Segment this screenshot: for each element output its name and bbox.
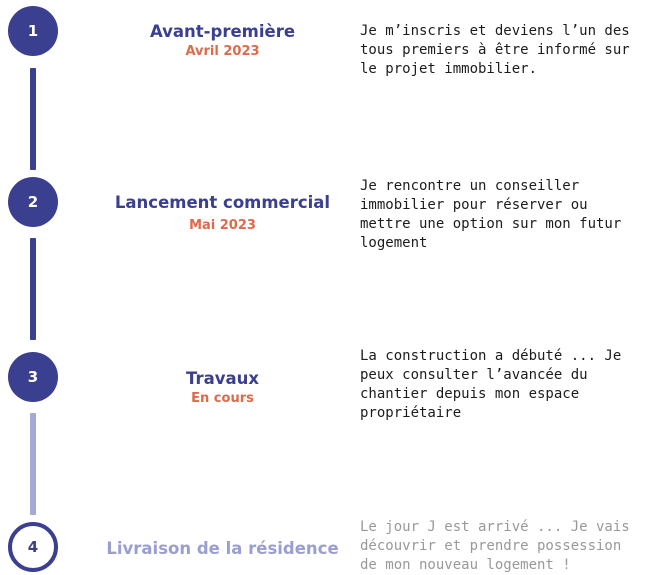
timeline-connector-3-4 <box>30 413 36 515</box>
step-title: Lancement commercial <box>114 193 331 212</box>
step-number-badge: 4 <box>8 522 58 572</box>
step-description: La construction a débuté ... Je peux consulter l’avancée du chantier depuis mon espace propriétaire <box>360 348 622 421</box>
timeline-connector-1-2 <box>30 68 36 170</box>
step-title: Travaux <box>186 369 259 388</box>
step-description: Je rencontre un conseiller immobilier pour réserver ou mettre une option sur mon futur logement <box>360 178 622 251</box>
step-description: Le jour J est arrivé ... Je vais découvrir et prendre possession de mon nouveau logement ! <box>360 519 630 573</box>
step-number-badge: 1 <box>8 6 58 56</box>
step-number-badge: 2 <box>8 177 58 227</box>
step-date: Mai 2023 <box>189 218 256 233</box>
timeline-connector-2-3 <box>30 238 36 340</box>
step-title: Livraison de la résidence <box>106 539 339 558</box>
step-date: En cours <box>191 391 254 406</box>
step-number-badge: 3 <box>8 352 58 402</box>
step-description: Je m’inscris et deviens l’un des tous premiers à être informé sur le projet immobilier. <box>360 23 630 77</box>
step-title: Avant-première <box>149 22 296 41</box>
step-date: Avril 2023 <box>185 44 260 59</box>
